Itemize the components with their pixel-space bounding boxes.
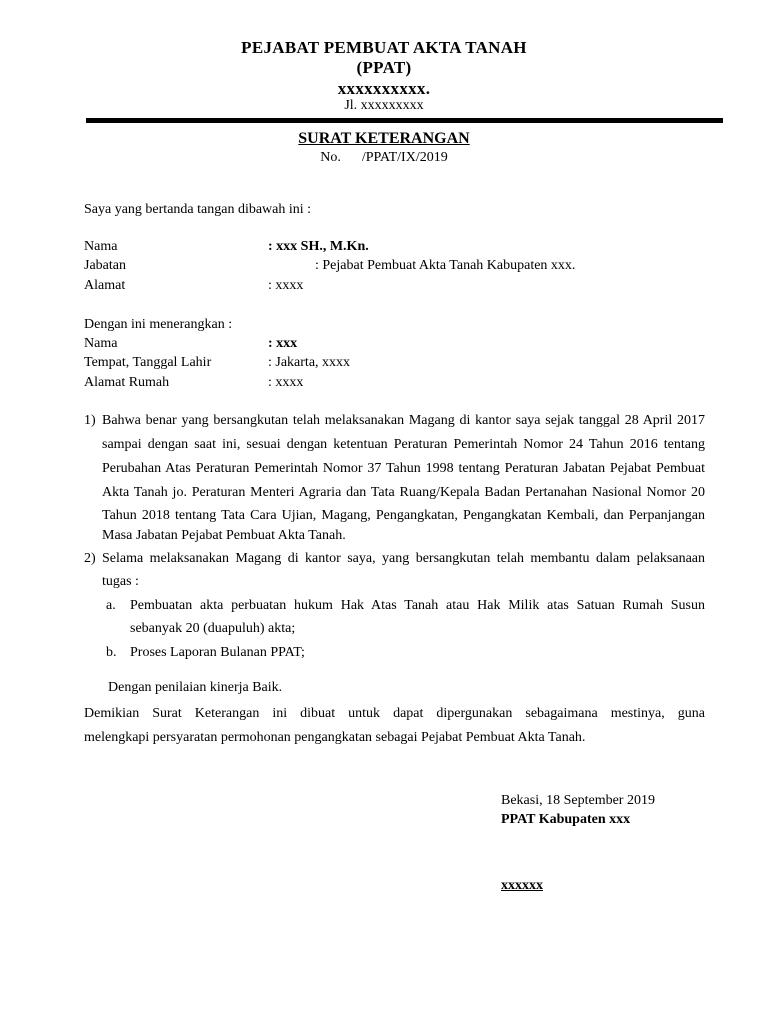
- point-2-number: 2): [84, 551, 96, 566]
- office-address: Jl. xxxxxxxxx: [344, 98, 424, 113]
- subject-birth-label: Tempat, Tanggal Lahir: [84, 355, 212, 370]
- closing-line: Demikian Surat Keterangan ini dibuat untuk dapat dipergunakan sebagaimana mestinya, guna: [84, 706, 705, 721]
- point-1-line: Bahwa benar yang bersangkutan telah melaksanakan Magang di kantor saya sejak tanggal 28 April 2017: [102, 413, 705, 428]
- point-1-line: Perubahan Atas Peraturan Pemerintah Nomor 37 Tahun 1998 tentang Peraturan Jabatan Pejabat Pembuat: [102, 461, 705, 476]
- subitem-a-line: sebanyak 20 (duapuluh) akta;: [130, 621, 296, 636]
- closing-line: melengkapi persyaratan permohonan pengangkatan sebagai Pejabat Pembuat Akta Tanah.: [84, 730, 586, 745]
- signer-position-label: Jabatan: [84, 258, 126, 273]
- signer-position-value: : Pejabat Pembuat Akta Tanah Kabupaten xxx.: [315, 258, 576, 273]
- subitem-a-line: Pembuatan akta perbuatan hukum Hak Atas Tanah atau Hak Milik atas Satuan Rumah Susun: [130, 598, 705, 613]
- subject-address-label: Alamat Rumah: [84, 375, 170, 390]
- point-1-line: Akta Tanah jo. Peraturan Menteri Agraria dan Tata Ruang/Kepala Badan Pertanahan Nasional Nomor 20: [102, 485, 705, 500]
- subitem-b-label: b.: [106, 645, 117, 660]
- office-subtitle: (PPAT): [356, 58, 412, 77]
- signature-name: xxxxxx: [501, 878, 543, 893]
- signer-name-label: Nama: [84, 239, 118, 254]
- header-divider: [86, 118, 723, 123]
- subject-name-value: : xxx: [268, 336, 298, 351]
- signer-name-value: : xxx SH., M.Kn.: [268, 239, 369, 254]
- document-number: No. /PPAT/IX/2019: [320, 150, 448, 165]
- subitem-b-text: Proses Laporan Bulanan PPAT;: [130, 645, 305, 660]
- subject-name-label: Nama: [84, 336, 118, 351]
- point-1-line: Masa Jabatan Pejabat Pembuat Akta Tanah.: [102, 528, 346, 543]
- assessment-text: Dengan penilaian kinerja Baik.: [108, 680, 283, 695]
- point-1-line: sampai dengan saat ini, sesuai dengan ketentuan Peraturan Pemerintah Nomor 24 Tahun 2016 tentang: [102, 437, 705, 452]
- point-1-line: Tahun 2018 tentang Tata Cara Ujian, Magang, Pengangkatan, Pengangkatan Kembali, dan Perpanjangan: [102, 508, 705, 523]
- point-1-number: 1): [84, 413, 96, 428]
- point-2-line: Selama melaksanakan Magang di kantor saya, yang bersangkutan telah membantu dalam pelaksanaan: [102, 551, 705, 566]
- subject-address-value: : xxxx: [268, 375, 304, 390]
- signer-address-label: Alamat: [84, 278, 126, 293]
- signer-address-value: : xxxx: [268, 278, 304, 293]
- office-title: PEJABAT PEMBUAT AKTA TANAH: [241, 38, 527, 57]
- point-2-line: tugas :: [102, 574, 139, 589]
- signature-place-date: Bekasi, 18 September 2019: [501, 793, 655, 808]
- document-title: SURAT KETERANGAN: [298, 130, 470, 147]
- intro-text: Saya yang bertanda tangan dibawah ini :: [84, 202, 312, 217]
- subitem-a-label: a.: [106, 598, 116, 613]
- signature-office: PPAT Kabupaten xxx: [501, 812, 631, 827]
- subject-intro: Dengan ini menerangkan :: [84, 317, 233, 332]
- office-name: xxxxxxxxxx.: [337, 79, 431, 98]
- subject-birth-value: : Jakarta, xxxx: [268, 355, 351, 370]
